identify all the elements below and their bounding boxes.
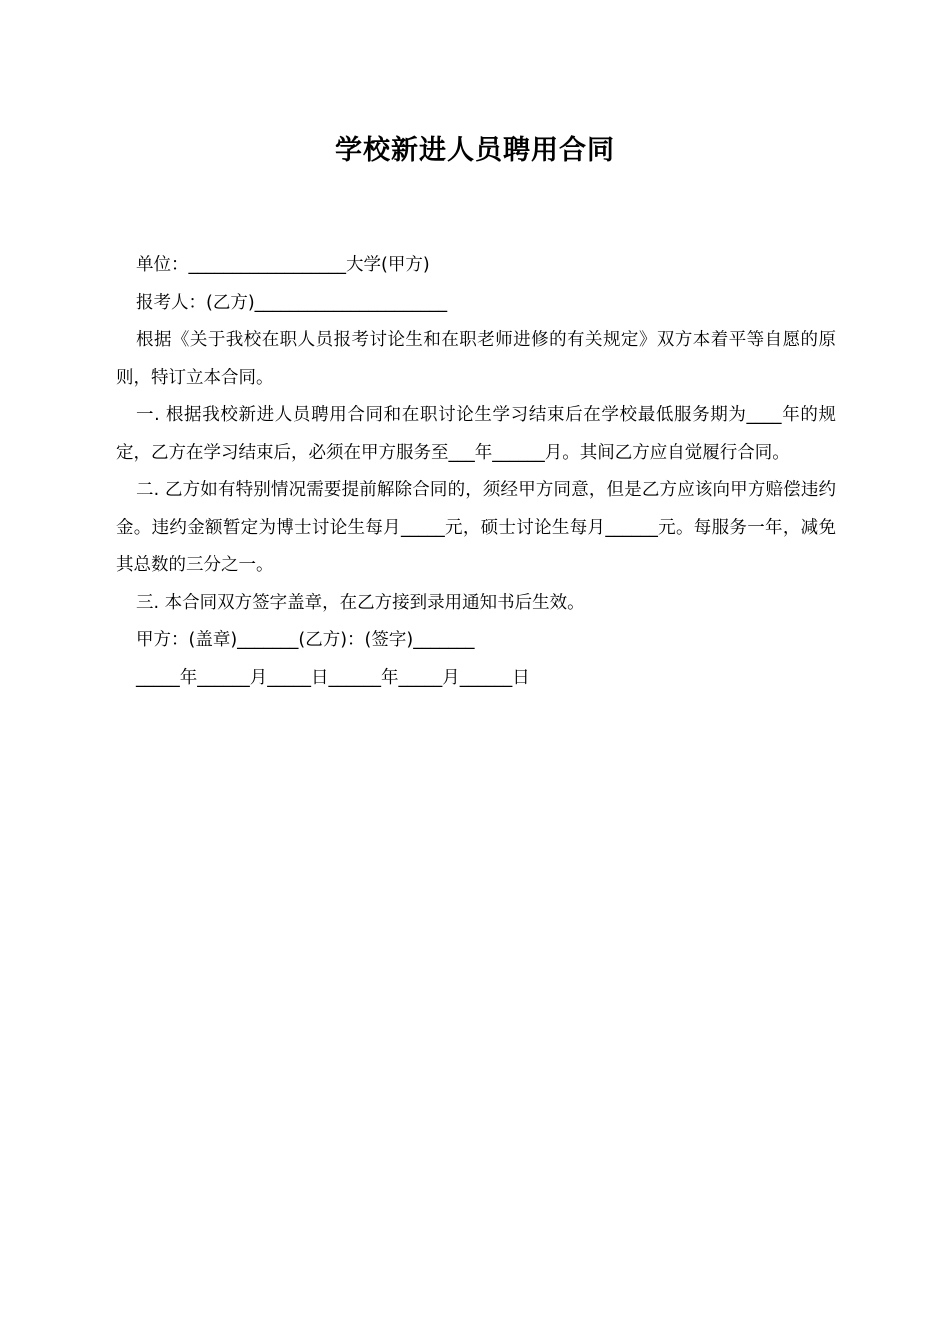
- document-title: 学校新进人员聘用合同: [335, 135, 615, 166]
- clause-two: 二. 乙方如有特别情况需要提前解除合同的，须经甲方同意，但是乙方应该向甲方赔偿违约金。违约金额暂定为博士讨论生每月_____元，硕士讨论生每月______元。每服务一年，减免其总数的三分之一。: [116, 480, 836, 575]
- document-body: [116, 247, 836, 697]
- signature-line: 甲方：(盖章)_______(乙方)：(签字)_______: [136, 630, 475, 650]
- unit-line: 单位：__________________大学(甲方): [136, 255, 430, 275]
- applicant-line: 报考人：(乙方)______________________: [136, 292, 448, 313]
- date-line: _____年______月_____日______年_____月______日: [136, 667, 530, 688]
- preamble-paragraph: 根据《关于我校在职人员报考讨论生和在职老师进修的有关规定》双方本着平等自愿的原则，特订立本合同。: [116, 330, 836, 388]
- clause-one: 一. 根据我校新进人员聘用合同和在职讨论生学习结束后在学校最低服务期为____年的规定，乙方在学习结束后，必须在甲方服务至___年______月。其间乙方应自觉履行合同。: [116, 405, 836, 463]
- clause-three: 三. 本合同双方签字盖章，在乙方接到录用通知书后生效。: [136, 592, 585, 613]
